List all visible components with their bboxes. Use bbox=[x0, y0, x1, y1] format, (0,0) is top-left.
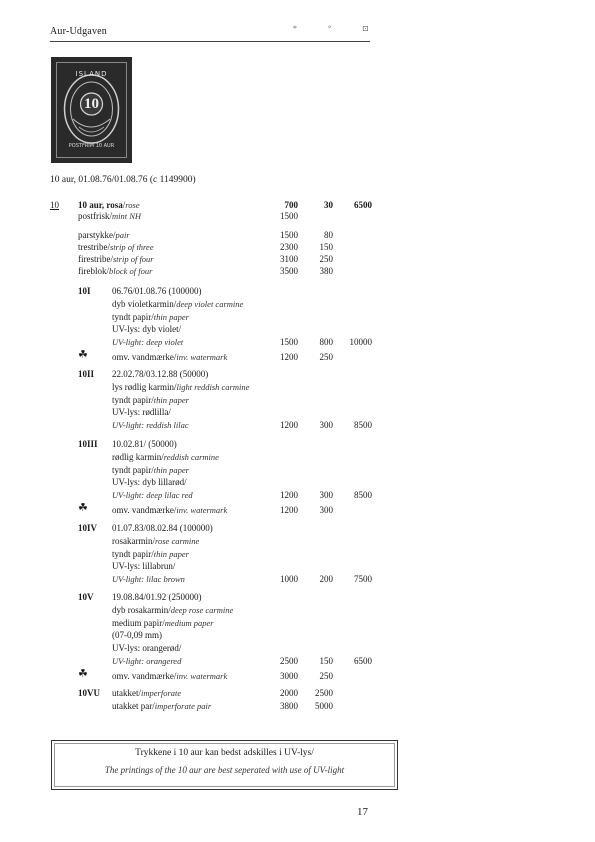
note-box bbox=[51, 740, 398, 790]
variety-line: rosakarmin/rose carmine bbox=[112, 535, 200, 546]
running-header: Aur-Udgaven bbox=[50, 26, 107, 37]
value-cell: 2000 bbox=[280, 688, 298, 698]
stamp-country: ISLAND bbox=[75, 70, 108, 78]
variety-line: UV-lys: lillabrun/ bbox=[112, 561, 176, 572]
header-rule bbox=[50, 41, 370, 42]
variety-line: UV-light: reddish lilac bbox=[112, 420, 189, 431]
header-mark: * bbox=[293, 24, 297, 33]
watermark-line: omv. vandmærke/inv. watermark bbox=[112, 670, 228, 681]
value-cell: 3500 bbox=[280, 266, 298, 276]
value-col3: 6500 bbox=[354, 200, 372, 210]
variety-line: UV-lys: dyb violet/ bbox=[112, 324, 182, 335]
value-cell: 1200 bbox=[280, 420, 298, 431]
watermark-clover-icon: ☘ bbox=[78, 667, 88, 680]
variety-code: 10VU bbox=[78, 688, 100, 698]
value-cell: 3800 bbox=[280, 700, 298, 711]
value-cell: 6500 bbox=[354, 656, 372, 666]
value-cell: 5000 bbox=[315, 700, 333, 711]
variety-line: tyndt papir/thin paper bbox=[112, 548, 189, 559]
row-label: firestribe/strip of four bbox=[78, 254, 154, 264]
value-cell: 1200 bbox=[280, 505, 298, 515]
variety-line: rødlig karmin/reddish carmine bbox=[112, 451, 219, 462]
page-number: 17 bbox=[357, 806, 368, 818]
note-danish: Trykkene i 10 aur kan bedst adskilles i UV-lys/ bbox=[135, 748, 314, 758]
value-cell: 2300 bbox=[280, 242, 298, 252]
header-mark: ° bbox=[328, 24, 332, 33]
row-label: parstykke/pair bbox=[78, 230, 130, 240]
header-mark: ⊡ bbox=[362, 24, 369, 33]
value-cell: 2500 bbox=[280, 656, 298, 666]
variety-line: UV-light: lilac brown bbox=[112, 574, 185, 585]
watermark-line: omv. vandmærke/inv. watermark bbox=[112, 352, 228, 362]
variety-line: utakket par/imperforate pair bbox=[112, 700, 212, 711]
variety-code: 10IV bbox=[78, 523, 98, 533]
stamp-value: 10 bbox=[84, 96, 99, 112]
value-cell: 150 bbox=[319, 656, 333, 666]
variety-code: 10I bbox=[78, 286, 91, 296]
value-cell: 800 bbox=[319, 337, 333, 348]
value-cell: 1200 bbox=[280, 352, 298, 362]
row-label: fireblok/block of four bbox=[78, 266, 153, 276]
variety-line: (07-0,09 mm) bbox=[112, 630, 162, 641]
note-english: The printings of the 10 aur are best seperated with use of UV-light bbox=[104, 765, 345, 775]
value-cell: 3000 bbox=[280, 670, 298, 681]
stamp-bottom-text: POSTFRIM 10 AUR bbox=[68, 143, 115, 149]
value-cell: 1500 bbox=[280, 230, 298, 240]
variety-line: 19.08.84/01.92 (250000) bbox=[112, 592, 202, 602]
variety-line: tyndt papir/thin paper bbox=[112, 394, 189, 405]
value-cell: 7500 bbox=[354, 574, 372, 585]
row-label: trestribe/strip of three bbox=[78, 242, 154, 252]
variety-line: UV-lys: orangerød/ bbox=[112, 643, 182, 654]
value-cell: 250 bbox=[319, 352, 333, 362]
variety-line: dyb violetkarmin/deep violet carmine bbox=[112, 298, 244, 309]
variety-line: 10.02.81/ (50000) bbox=[112, 439, 177, 449]
value-cell: 300 bbox=[319, 505, 333, 515]
variety-line: 06.76/01.08.76 (100000) bbox=[112, 286, 202, 296]
variety-code: 10V bbox=[78, 592, 94, 602]
stamp-image bbox=[51, 57, 132, 163]
value-cell: 10000 bbox=[349, 337, 372, 348]
issue-caption: 10 aur, 01.08.76/01.08.76 (c 1149900) bbox=[50, 175, 196, 185]
value-cell: 8500 bbox=[354, 490, 372, 501]
value-cell: 80 bbox=[324, 230, 333, 240]
value-col1: 700 bbox=[284, 200, 298, 210]
variety-code: 10III bbox=[78, 439, 98, 449]
value-cell: 150 bbox=[319, 242, 333, 252]
variety-line: UV-lys: rødlilla/ bbox=[112, 407, 171, 418]
value-cell: 1200 bbox=[280, 490, 298, 501]
variety-line: UV-light: deep violet bbox=[112, 337, 184, 348]
variety-line: lys rødlig karmin/light reddish carmine bbox=[112, 381, 250, 392]
watermark-clover-icon: ☘ bbox=[78, 502, 88, 514]
variety-code: 10II bbox=[78, 369, 95, 379]
value-col2: 30 bbox=[324, 200, 333, 210]
variety-line: 22.02.78/03.12.88 (50000) bbox=[112, 369, 209, 379]
value-cell: 3100 bbox=[280, 254, 298, 264]
value-cell: 8500 bbox=[354, 420, 372, 431]
value-cell: 1500 bbox=[280, 337, 298, 348]
value-cell: 250 bbox=[319, 254, 333, 264]
variety-line: UV-light: orangered bbox=[112, 656, 182, 666]
value-cell: 1500 bbox=[280, 211, 298, 221]
value-cell: 300 bbox=[319, 490, 333, 501]
variety-line: tyndt papir/thin paper bbox=[112, 311, 189, 322]
value-cell: 2500 bbox=[315, 688, 333, 698]
watermark-clover-icon: ☘ bbox=[78, 349, 88, 361]
value-cell: 1000 bbox=[280, 574, 298, 585]
variety-line: UV-light: deep lilac red bbox=[112, 490, 193, 501]
variety-line: tyndt papir/thin paper bbox=[112, 464, 189, 475]
value-cell: 380 bbox=[319, 266, 333, 276]
variety-line: 01.07.83/08.02.84 (100000) bbox=[112, 523, 213, 533]
value-cell: 300 bbox=[319, 420, 333, 431]
value-cell: 250 bbox=[319, 670, 333, 681]
variety-line: dyb rosakarmin/deep rose carmine bbox=[112, 604, 234, 615]
variety-line: UV-lys: dyb lillarød/ bbox=[112, 477, 187, 488]
main-title: 10 aur, rosa/rose bbox=[78, 200, 140, 210]
watermark-line: omv. vandmærke/inv. watermark bbox=[112, 505, 228, 515]
row-label: postfrisk/mint NH bbox=[78, 211, 142, 221]
variety-line: medium papir/medium paper bbox=[112, 617, 214, 628]
variety-line: utakket/imperforate bbox=[112, 688, 182, 698]
value-cell: 200 bbox=[319, 574, 333, 585]
catalog-number: 10 bbox=[50, 200, 59, 210]
